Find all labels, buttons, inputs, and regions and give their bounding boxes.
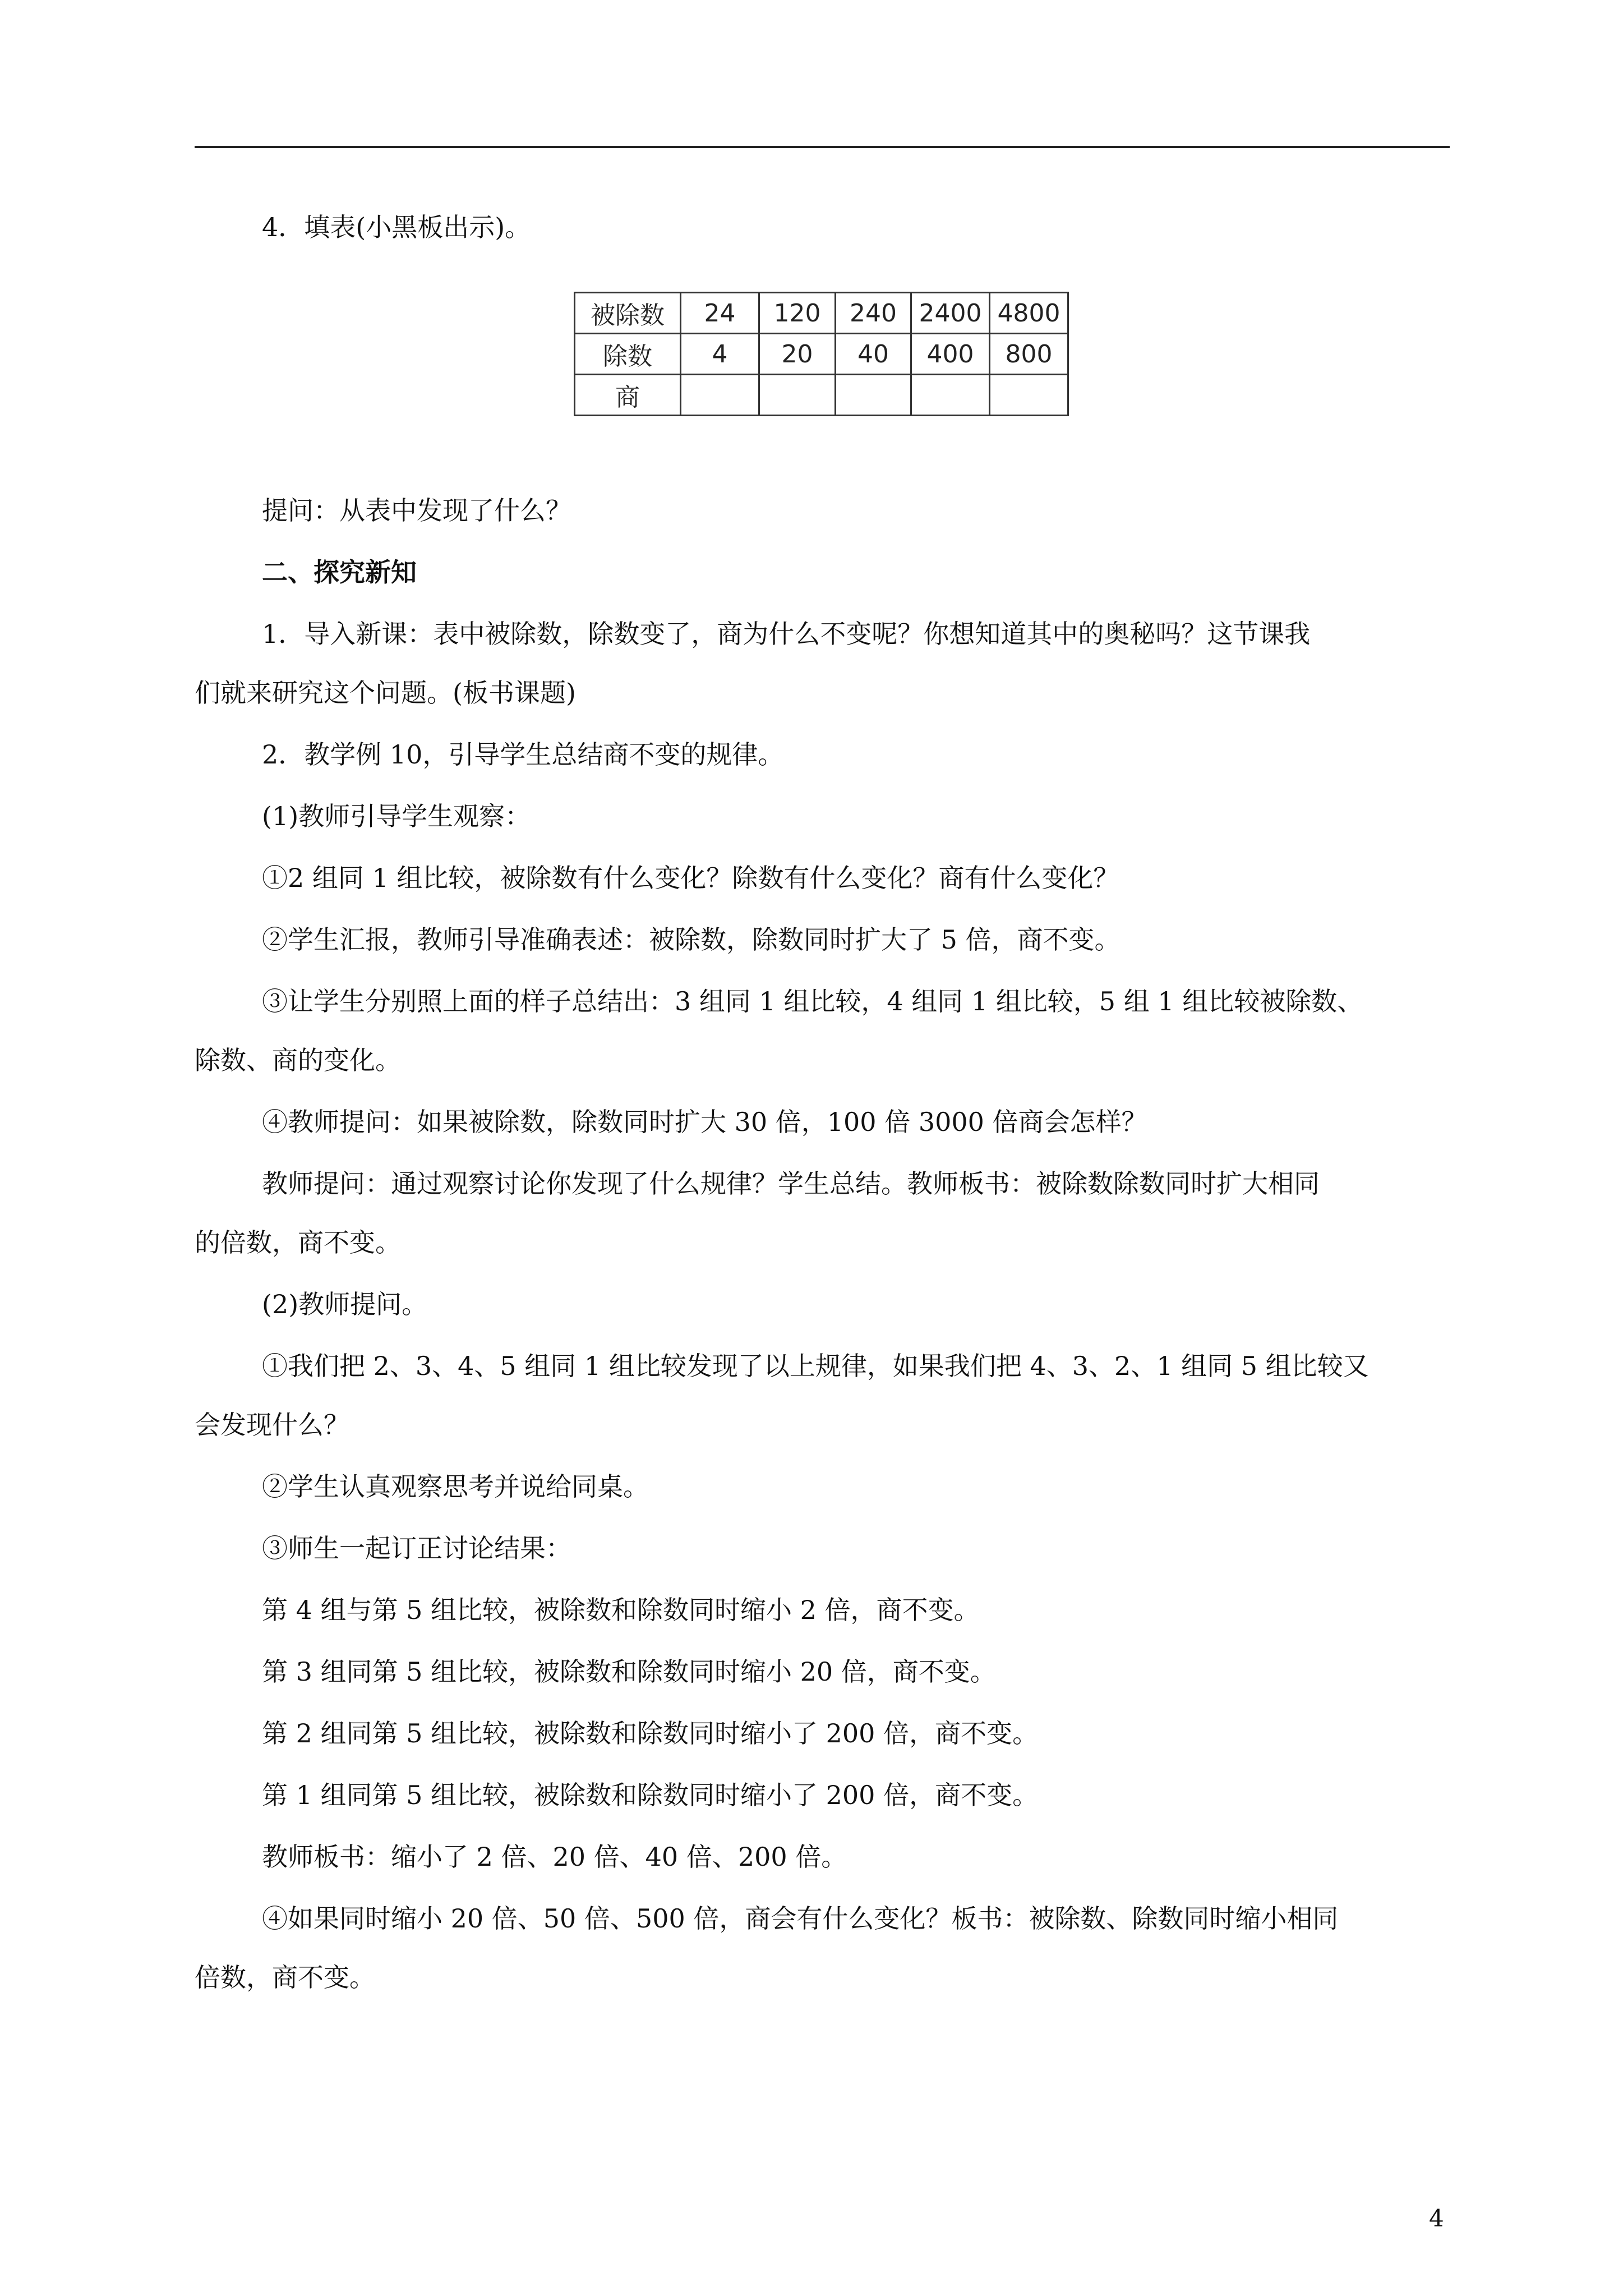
table-cell: 2400 <box>911 293 990 334</box>
table-cell <box>990 375 1068 416</box>
text-line: 第 3 组同第 5 组比较，被除数和除数同时缩小 20 倍，商不变。 <box>262 1657 996 1687</box>
section-heading: 二、探究新知 <box>262 557 417 587</box>
table-cell: 被除数 <box>575 293 681 334</box>
text-line: (1)教师引导学生观察： <box>262 801 531 831</box>
table-cell <box>911 375 990 416</box>
table-cell: 400 <box>911 334 990 375</box>
text-line: 除数、商的变化。 <box>195 1045 401 1075</box>
text-line: 会发现什么？ <box>195 1410 349 1440</box>
text-line: ③让学生分别照上面的样子总结出：3 组同 1 组比较，4 组同 1 组比较，5 组 1 组比较被除数、 <box>262 986 1363 1016</box>
page-number: 4 <box>1429 2205 1444 2232</box>
text-line: 倍数，商不变。 <box>195 1962 375 1993</box>
table-cell: 24 <box>681 293 759 334</box>
header-rule <box>195 146 1450 148</box>
table-cell: 4800 <box>990 293 1068 334</box>
table-cell: 40 <box>836 334 911 375</box>
text-line: 第 1 组同第 5 组比较，被除数和除数同时缩小了 200 倍，商不变。 <box>262 1780 1039 1810</box>
text-line: ③师生一起订正讨论结果： <box>262 1533 571 1563</box>
table-cell: 4 <box>681 334 759 375</box>
text-line: ①我们把 2、3、4、5 组同 1 组比较发现了以上规律，如果我们把 4、3、2、1 组同 5 组比较又 <box>262 1351 1369 1381</box>
table-cell: 800 <box>990 334 1068 375</box>
table-cell: 除数 <box>575 334 681 375</box>
text-line: 2．教学例 10，引导学生总结商不变的规律。 <box>262 739 784 770</box>
text-line: ④如果同时缩小 20 倍、50 倍、500 倍，商会有什么变化？板书：被除数、除数同时缩小相同 <box>262 1903 1339 1934</box>
text-line: 1．导入新课：表中被除数，除数变了，商为什么不变呢？你想知道其中的奥秘吗？这节课我 <box>262 619 1311 649</box>
table-cell <box>681 375 759 416</box>
table-cell <box>836 375 911 416</box>
text-line: 教师板书：缩小了 2 倍、20 倍、40 倍、200 倍。 <box>262 1842 847 1872</box>
text-line: 4．填表(小黑板出示)。 <box>262 212 531 242</box>
text-line: 第 2 组同第 5 组比较，被除数和除数同时缩小了 200 倍，商不变。 <box>262 1718 1039 1749</box>
data-table <box>574 292 1069 416</box>
table-row <box>575 334 1068 375</box>
table-cell: 20 <box>759 334 836 375</box>
text-line: ④教师提问：如果被除数，除数同时扩大 30 倍，100 倍 3000 倍商会怎样？ <box>262 1107 1147 1137</box>
text-line: 第 4 组与第 5 组比较，被除数和除数同时缩小 2 倍，商不变。 <box>262 1595 980 1625</box>
text-line: ②学生汇报，教师引导准确表述：被除数，除数同时扩大了 5 倍，商不变。 <box>262 924 1121 955</box>
table-cell: 240 <box>836 293 911 334</box>
text-line: 教师提问：通过观察讨论你发现了什么规律？学生总结。教师板书：被除数除数同时扩大相同 <box>262 1168 1320 1199</box>
table-cell: 120 <box>759 293 836 334</box>
table-row <box>575 293 1068 334</box>
text-line: 提问：从表中发现了什么？ <box>262 495 571 526</box>
table-cell <box>759 375 836 416</box>
table-cell: 商 <box>575 375 681 416</box>
text-line: 们就来研究这个问题。(板书课题) <box>195 678 576 708</box>
table-row <box>575 375 1068 416</box>
text-line: (2)教师提问。 <box>262 1289 428 1319</box>
text-line: 的倍数，商不变。 <box>195 1227 401 1258</box>
text-line: ①2 组同 1 组比较，被除数有什么变化？除数有什么变化？商有什么变化？ <box>262 863 1119 893</box>
text-line: ②学生认真观察思考并说给同桌。 <box>262 1471 649 1502</box>
